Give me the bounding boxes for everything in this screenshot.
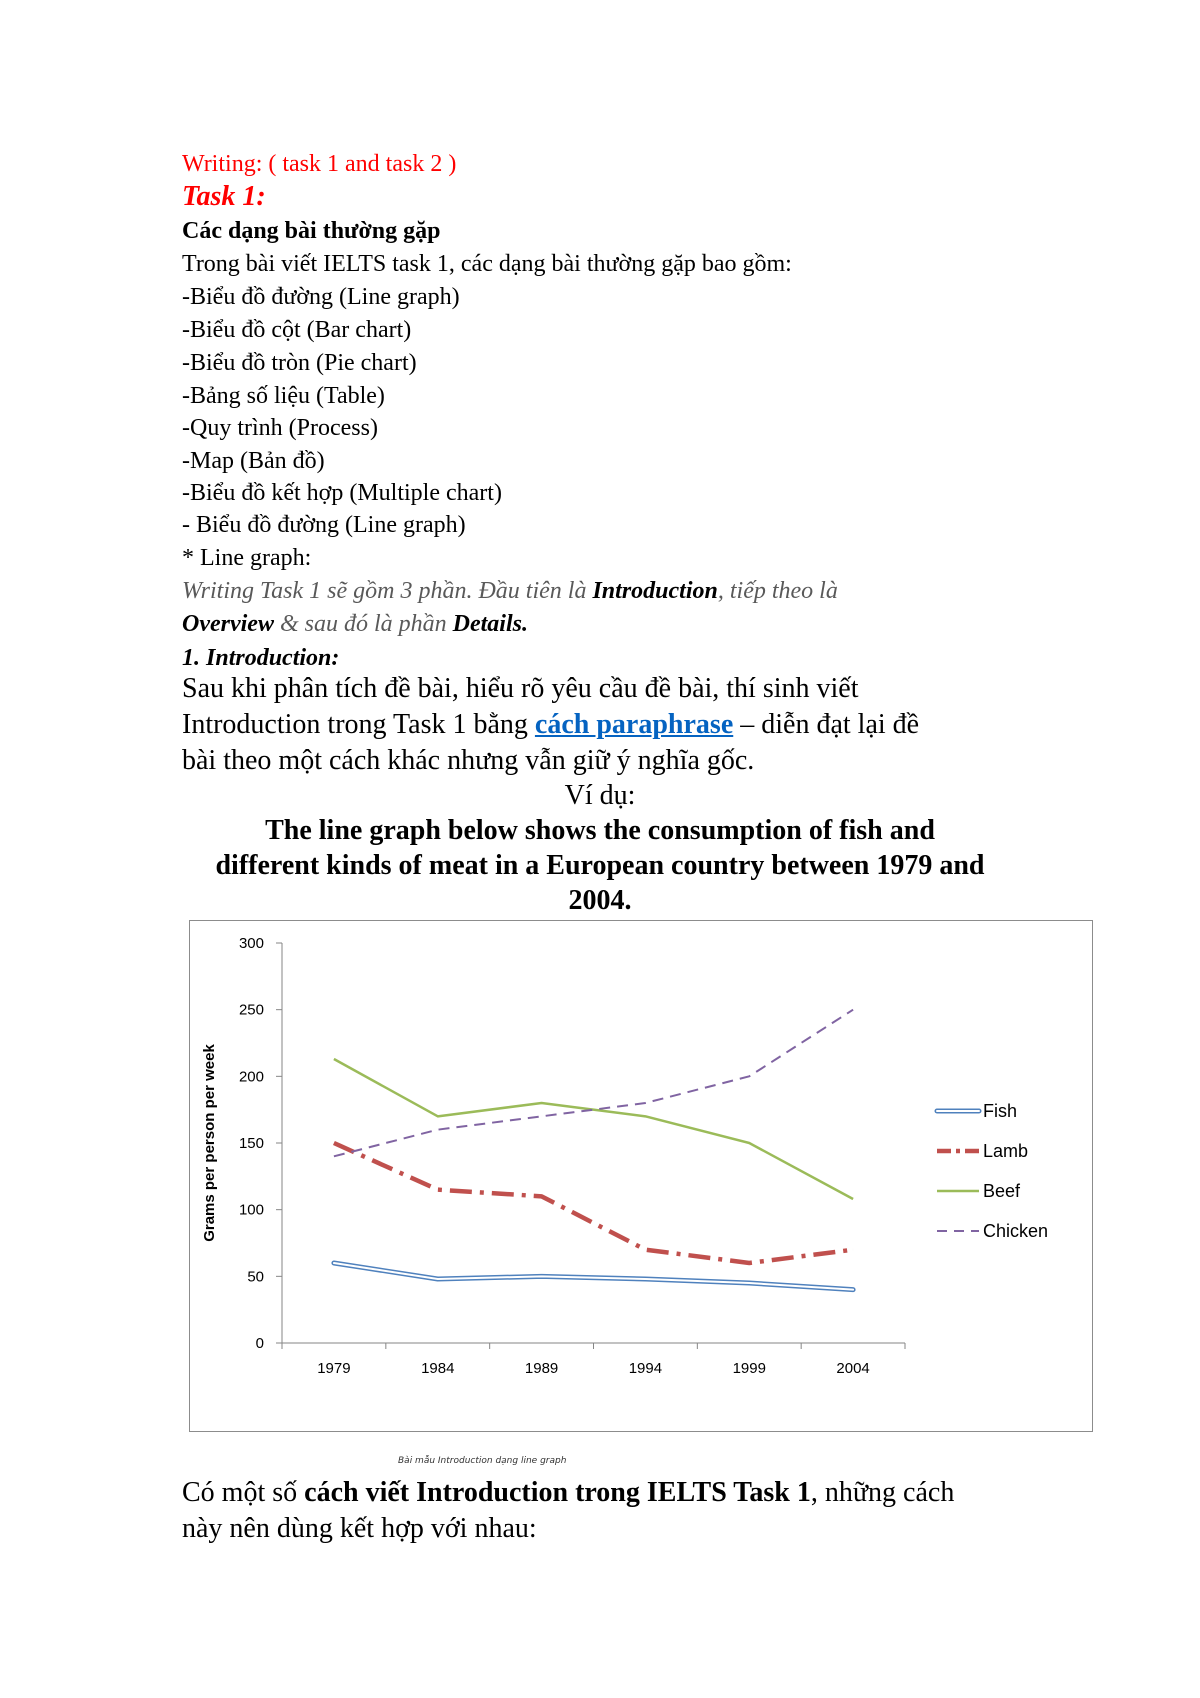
legend-label-fish: Fish [983, 1101, 1018, 1121]
list-item: -Bảng số liệu (Table) [182, 383, 385, 409]
series-line-chicken [334, 1010, 853, 1157]
data-point-beef [748, 1142, 750, 1144]
data-point-lamb [748, 1262, 750, 1264]
closing-text: Có một số [182, 1477, 305, 1508]
y-tick-label: 100 [238, 1201, 264, 1219]
data-point-fish [540, 1275, 542, 1277]
y-tick-label: 250 [238, 1001, 264, 1019]
x-tick-label: 1984 [421, 1360, 455, 1377]
list-item: -Biểu đồ tròn (Pie chart) [182, 350, 417, 376]
intro-paragraph-line2 [182, 708, 919, 742]
intro-paragraph-line1: Sau khi phân tích đề bài, hiểu rõ yêu cầu đề bài, thí sinh viết [182, 673, 859, 704]
data-point-chicken [437, 1128, 439, 1130]
chart-caption: Bài mẫu Introduction dạng line graph [398, 1456, 567, 1466]
data-point-beef [333, 1058, 335, 1060]
prompt-line2: different kinds of meat in a European country between 1979 and [215, 850, 985, 881]
paraphrase-link[interactable]: cách paraphrase [534, 709, 734, 740]
list-item: -Quy trình (Process) [182, 415, 378, 441]
data-point-lamb [333, 1142, 335, 1144]
legend-label-chicken: Chicken [983, 1221, 1049, 1241]
desc-text: . [521, 611, 528, 637]
x-tick-label: 2004 [836, 1360, 870, 1377]
data-point-chicken [644, 1102, 646, 1104]
data-point-beef [644, 1115, 646, 1117]
intro-text: – diễn đạt lại đề [733, 709, 920, 740]
example-label: Ví dụ: [564, 780, 636, 811]
y-axis-title: Grams per person per week [201, 1044, 218, 1242]
types-heading: Các dạng bài thường gặp [182, 218, 441, 244]
data-point-lamb [852, 1248, 854, 1250]
closing-text: , những cách [810, 1477, 955, 1508]
data-point-fish [748, 1282, 750, 1284]
data-point-fish [644, 1278, 646, 1280]
data-point-chicken [748, 1075, 750, 1077]
closing-line2: này nên dùng kết hợp với nhau: [182, 1513, 537, 1544]
prompt-line1: The line graph below shows the consumption of fish and [265, 815, 935, 846]
data-point-fish [437, 1278, 439, 1280]
data-point-beef [437, 1115, 439, 1117]
data-point-chicken [852, 1008, 854, 1010]
desc-text: & sau đó là phần [273, 611, 453, 637]
desc-bold-overview: Overview [182, 611, 274, 637]
introduction-heading: 1. Introduction: [182, 645, 340, 671]
line-graph-desc-line2 [182, 608, 528, 640]
intro-paragraph-line3: bài theo một cách khác nhưng vẫn giữ ý nghĩa gốc. [182, 745, 755, 776]
y-tick-label: 200 [238, 1068, 264, 1086]
list-item: - Biểu đồ đường (Line graph) [182, 512, 466, 538]
intro-text: Introduction trong Task 1 bằng [182, 709, 535, 740]
y-tick-label: 150 [238, 1135, 264, 1152]
data-point-beef [540, 1102, 542, 1104]
writing-title: Writing: ( task 1 and task 2 ) [182, 151, 457, 177]
task-heading: Task 1: [182, 181, 266, 212]
line-graph-label: * Line graph: [182, 545, 312, 571]
legend-label-beef: Beef [983, 1181, 1021, 1201]
desc-bold-details: Details [452, 611, 522, 637]
line-chart-frame [189, 920, 1093, 1432]
data-point-lamb [540, 1195, 542, 1197]
prompt-line3: 2004. [568, 885, 632, 916]
x-tick-label: 1994 [628, 1360, 663, 1377]
data-point-chicken [333, 1155, 335, 1157]
closing-line1 [182, 1476, 954, 1510]
closing-bold: cách viết Introduction trong IELTS Task 1 [304, 1477, 811, 1508]
line-graph-desc-line1 [182, 575, 838, 607]
types-intro: Trong bài viết IELTS task 1, các dạng bài thường gặp bao gồm: [182, 251, 792, 277]
list-item: -Map (Bản đồ) [182, 448, 325, 474]
legend-label-lamb: Lamb [983, 1141, 1029, 1161]
data-point-lamb [437, 1188, 439, 1190]
desc-bold-introduction: Introduction [592, 578, 718, 604]
data-point-beef [852, 1198, 854, 1200]
series-line-lamb [334, 1143, 853, 1263]
desc-text: Writing Task 1 sẽ gồm 3 phần. Đầu tiên là [182, 578, 593, 604]
y-tick-label: 50 [247, 1268, 264, 1286]
list-item: -Biểu đồ kết hợp (Multiple chart) [182, 480, 502, 506]
x-tick-label: 1979 [317, 1360, 351, 1377]
y-tick-label: 300 [238, 935, 264, 952]
desc-text: , tiếp theo là [717, 578, 838, 604]
y-tick-label: 0 [255, 1335, 264, 1352]
list-item: -Biểu đồ đường (Line graph) [182, 284, 460, 310]
data-point-chicken [540, 1115, 542, 1117]
data-point-fish [333, 1262, 335, 1264]
data-point-fish [852, 1288, 854, 1290]
list-item: -Biểu đồ cột (Bar chart) [182, 317, 412, 343]
x-tick-label: 1999 [732, 1360, 766, 1377]
data-point-lamb [644, 1248, 646, 1250]
line-chart [190, 921, 1092, 1431]
x-tick-label: 1989 [524, 1360, 559, 1377]
